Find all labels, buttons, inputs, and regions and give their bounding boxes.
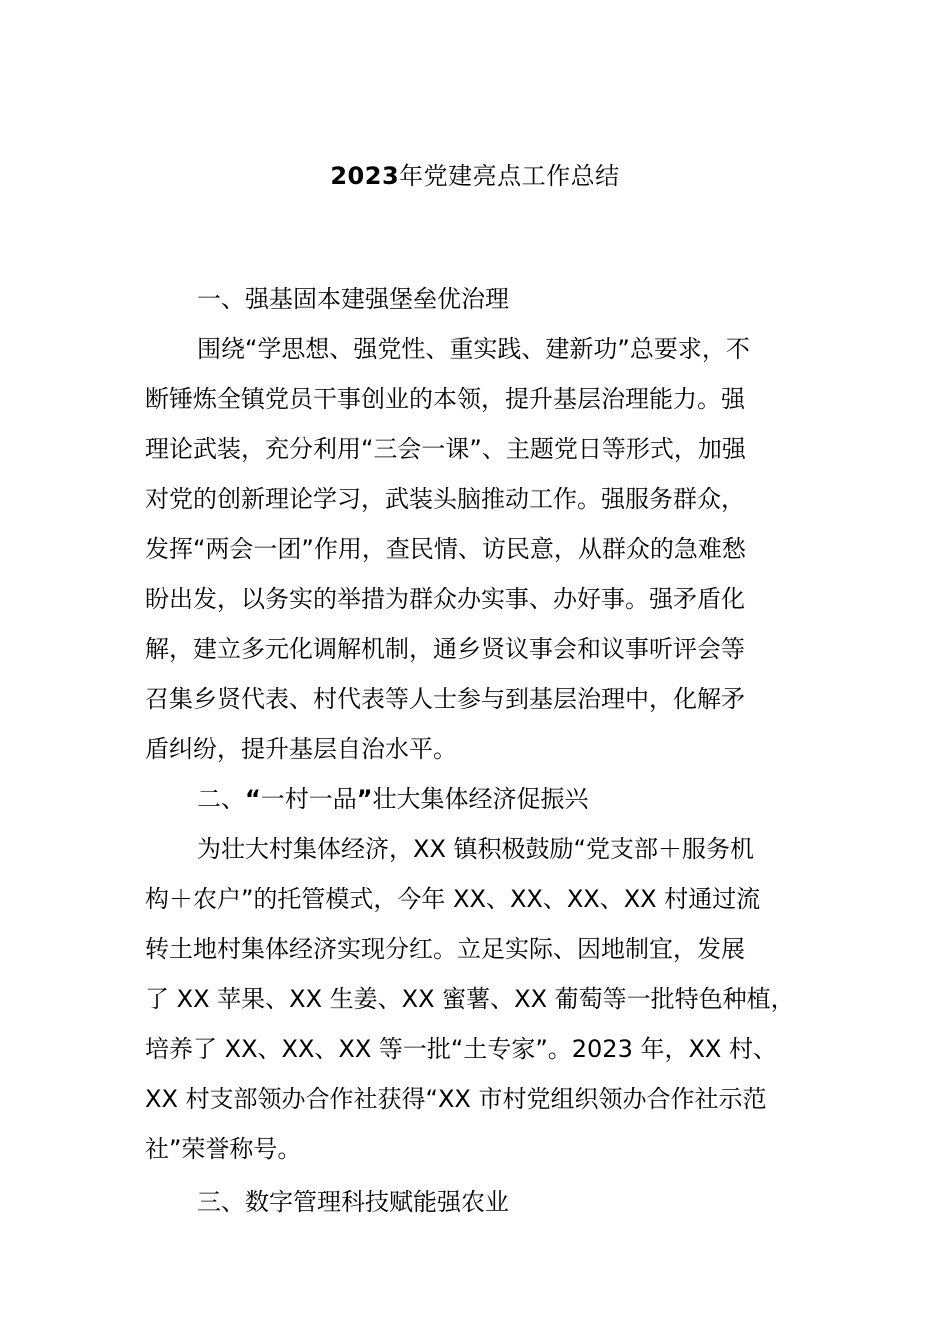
paragraph-line: 断锤炼全镇党员干事创业的本领，提升基层治理能力。强 (145, 385, 745, 413)
section-heading-1: 一、强基固本建强堡垒优治理 (197, 285, 509, 313)
paragraph-line: 培养了 XX、XX、XX 等一批“土专家”。2023 年，XX 村、 (145, 1035, 777, 1063)
paragraph-line: 构＋农户”的托管模式，今年 XX、XX、XX、XX 村通过流 (145, 885, 761, 913)
paragraph-line: 理论武装，充分利用“三会一课”、主题党日等形式，加强 (145, 435, 746, 463)
paragraph-line: 解，建立多元化调解机制，通乡贤议事会和议事听评会等 (145, 635, 745, 663)
paragraph-line: 社”荣誉称号。 (145, 1135, 302, 1163)
heading-quoted: 一村一品 (260, 785, 357, 813)
section-heading-2 (145, 774, 835, 824)
heading-prefix: 二、 (197, 785, 245, 813)
paragraph-line: 发挥“两会一团”作用，查民情、访民意，从群众的急难愁 (145, 535, 746, 563)
paragraph-line: 盼出发，以务实的举措为群众办实事、办好事。强矛盾化 (145, 585, 745, 613)
heading-quote-open: “ (245, 785, 261, 813)
heading-quote-close: ” (356, 785, 373, 813)
section-heading-3: 三、数字管理科技赋能强农业 (197, 1188, 509, 1216)
heading-suffix: 壮大集体经济促振兴 (372, 785, 589, 813)
paragraph-line: XX 村支部领办合作社获得“XX 市村党组织领办合作社示范 (145, 1085, 767, 1113)
title-text: 年党建亮点工作总结 (399, 162, 620, 190)
paragraph-line: 围绕“学思想、强党性、重实践、建新功”总要求，不 (197, 335, 750, 363)
paragraph-line: 转土地村集体经济实现分红。立足实际、因地制宜，发展 (145, 935, 745, 963)
title-year: 2023 (330, 162, 400, 190)
document-body (145, 274, 835, 1227)
paragraph-line: 对党的创新理论学习，武装头脑推动工作。强服务群众， (145, 485, 745, 513)
paragraph-line: 了 XX 苹果、XX 生姜、XX 蜜薯、XX 葡萄等一批特色种植， (145, 985, 795, 1013)
paragraph-line: 召集乡贤代表、村代表等人士参与到基层治理中，化解矛 (145, 685, 745, 713)
paragraph-line: 为壮大村集体经济，XX 镇积极鼓励“党支部＋服务机 (197, 835, 754, 863)
document-title (0, 160, 950, 192)
paragraph-line: 盾纠纷，提升基层自治水平。 (145, 735, 457, 763)
